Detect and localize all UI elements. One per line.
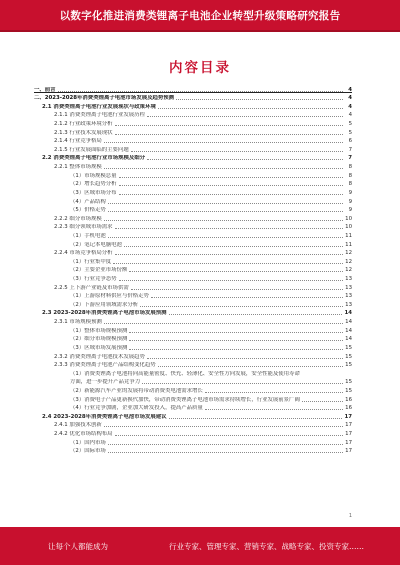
toc-entry-label: （1）国内市场 bbox=[70, 439, 106, 446]
toc-entry[interactable] bbox=[34, 101, 352, 110]
dot-leader bbox=[104, 323, 343, 324]
dot-leader bbox=[104, 426, 343, 427]
toc-entry-label: （1）手机电池 bbox=[70, 232, 106, 239]
dot-leader bbox=[302, 401, 343, 402]
toc-entry[interactable] bbox=[34, 93, 352, 102]
toc-entry-label: 2.2.2 细分市场规模 bbox=[54, 215, 102, 222]
toc-entry-label: 2.3.2 消费类锂离子电池技术发展趋势 bbox=[54, 353, 145, 360]
toc-heading: 内容目录 bbox=[169, 60, 231, 76]
toc-entry-label: （2）细分市场规模预测 bbox=[70, 336, 128, 343]
toc-entry-label: 2.1.5 行业发展面临的主要问题 bbox=[54, 146, 129, 153]
toc-entry-page: 15 bbox=[345, 353, 352, 360]
toc-entry-label: （2）笔记本电脑电池 bbox=[70, 241, 122, 248]
toc-entry-page: 8 bbox=[348, 181, 352, 188]
toc-entry-page: 9 bbox=[348, 207, 352, 214]
toc-entry-page: 17 bbox=[345, 448, 352, 455]
toc-entry[interactable] bbox=[34, 299, 352, 308]
toc-entry-label: 2.4.2 优化市场结构布局 bbox=[54, 430, 113, 437]
toc-entry[interactable] bbox=[34, 428, 352, 437]
dot-leader bbox=[205, 392, 343, 393]
toc-entry[interactable] bbox=[34, 360, 352, 369]
toc-entry-page: 10 bbox=[345, 224, 352, 231]
dot-leader bbox=[113, 263, 343, 264]
toc-entry-page: 7 bbox=[348, 146, 352, 153]
dot-leader bbox=[108, 203, 343, 204]
toc-entry-page: 14 bbox=[345, 327, 352, 334]
toc-entry-label: （1）市场规模总量 bbox=[70, 172, 117, 179]
toc-entry[interactable] bbox=[34, 308, 352, 317]
toc-entry-page: 5 bbox=[348, 129, 352, 136]
dot-leader bbox=[129, 271, 343, 272]
dot-leader bbox=[169, 314, 343, 315]
dot-leader bbox=[151, 297, 343, 298]
toc-entry-page: 10 bbox=[345, 215, 352, 222]
toc-entry-page: 12 bbox=[345, 267, 352, 274]
dot-leader bbox=[129, 332, 343, 333]
toc-entry-label: 2.2.5 上下游产业链及市场供需 bbox=[54, 284, 129, 291]
toc-entry-page: 15 bbox=[345, 344, 352, 351]
toc-entry[interactable] bbox=[34, 239, 352, 248]
dot-leader bbox=[119, 280, 343, 281]
dot-leader bbox=[115, 228, 343, 229]
toc-entry[interactable] bbox=[34, 273, 352, 282]
toc-entry-page: 13 bbox=[345, 276, 352, 283]
toc-entry-page: 13 bbox=[345, 293, 352, 300]
footer-tagline: 行业专家、管理专家、营销专家、战略专家、投资专家…… bbox=[169, 541, 364, 551]
toc-entry-page: 15 bbox=[345, 387, 352, 394]
toc-entry-label: 一、前言 bbox=[34, 86, 56, 93]
toc-entry-label: （1）上游原材料供应与价格走势 bbox=[70, 293, 149, 300]
dot-leader bbox=[119, 194, 343, 195]
toc-entry-label: 2.2.4 市场竞争格局分析 bbox=[54, 250, 113, 257]
toc-entry-page: 8 bbox=[348, 172, 352, 179]
toc-entry-label: （5）价格走势 bbox=[70, 207, 106, 214]
dot-leader bbox=[147, 358, 343, 359]
dot-leader bbox=[124, 246, 343, 247]
toc-entry-label: 2.2.1 整体市场规模 bbox=[54, 164, 102, 171]
dot-leader bbox=[158, 366, 343, 367]
toc-entry[interactable] bbox=[34, 153, 352, 162]
toc-entry[interactable] bbox=[34, 420, 352, 429]
dot-leader bbox=[108, 452, 343, 453]
toc-entry-label: （2）增长趋势分析 bbox=[70, 181, 117, 188]
toc-entry[interactable] bbox=[34, 411, 352, 420]
toc-entry-page: 4 bbox=[348, 86, 352, 93]
toc-entry[interactable] bbox=[34, 256, 352, 265]
toc-entry-label: （3）行业竞争态势 bbox=[70, 276, 117, 283]
toc-entry-label: （2）下游应用领域需求分析 bbox=[70, 301, 139, 308]
toc-entry[interactable] bbox=[34, 161, 352, 170]
toc-entry[interactable] bbox=[34, 334, 352, 343]
toc-entry-label: （2）新能源汽车产业的发展将带动消费类电池需求增长 bbox=[70, 387, 203, 394]
toc-entry-page: 9 bbox=[348, 198, 352, 205]
toc-entry-label: 2.4 2023-2028年消费类锂离子电池市场发展建议 bbox=[42, 413, 167, 420]
toc-entry-label: 2.3.1 市场规模预测 bbox=[54, 319, 102, 326]
dot-leader bbox=[176, 99, 343, 100]
toc-entry-page: 14 bbox=[345, 336, 352, 343]
toc-entry-page: 8 bbox=[348, 164, 352, 171]
report-title: 以数字化推进消费类锂离子电池企业转型升级策略研究报告 bbox=[59, 9, 341, 22]
toc-entry[interactable] bbox=[34, 446, 352, 455]
footer-banner bbox=[0, 527, 400, 565]
toc-entry[interactable] bbox=[34, 136, 352, 145]
toc-entry[interactable] bbox=[34, 265, 352, 274]
toc-entry[interactable] bbox=[34, 385, 352, 394]
toc-entry[interactable] bbox=[34, 248, 352, 257]
page-number: 1 bbox=[348, 513, 352, 519]
dot-leader bbox=[115, 125, 343, 126]
toc-entry[interactable] bbox=[34, 291, 352, 300]
toc-entry-label: （3）消费电子产品更新换代加快，带动消费类锂离子电池市场需求持续增长，行业发展前景广阔 bbox=[70, 396, 300, 403]
toc-entry-page: 4 bbox=[348, 95, 352, 102]
toc-entry-label: （3）区域市场发展预测 bbox=[70, 344, 128, 351]
toc-entry-page: 15 bbox=[345, 379, 352, 386]
toc-entry-page: 17 bbox=[345, 430, 352, 437]
toc-entry[interactable] bbox=[34, 325, 352, 334]
toc-entry[interactable] bbox=[34, 351, 352, 360]
toc-entry-page: 16 bbox=[345, 405, 352, 412]
toc-entry-label: （3）区域市场分布 bbox=[70, 189, 117, 196]
toc-entry[interactable] bbox=[34, 118, 352, 127]
toc-entry-label: 2.4.1 加强技术创新 bbox=[54, 422, 102, 429]
dot-leader bbox=[169, 418, 343, 419]
header-banner bbox=[0, 0, 400, 32]
toc-entry-label: （4）行业竞争加剧，企业加大研发投入，提高产品质量 bbox=[70, 405, 203, 412]
toc-entry[interactable] bbox=[34, 377, 352, 386]
dot-leader bbox=[104, 220, 343, 221]
dot-leader bbox=[108, 444, 343, 445]
toc-entry-label: （1）行业集中度 bbox=[70, 258, 112, 265]
dot-leader bbox=[104, 168, 343, 169]
toc-entry[interactable] bbox=[34, 213, 352, 222]
footer-slogan: 让每个人都能成为 bbox=[48, 541, 108, 551]
toc-entry[interactable] bbox=[34, 342, 352, 351]
toc-entry[interactable] bbox=[34, 230, 352, 239]
toc-entry-page: 13 bbox=[345, 284, 352, 291]
toc-entry-page: 7 bbox=[348, 155, 352, 162]
toc-entry[interactable] bbox=[34, 110, 352, 119]
toc-entry[interactable] bbox=[34, 179, 352, 188]
toc-entry-page: 14 bbox=[345, 319, 352, 326]
toc-entry-page: 17 bbox=[344, 413, 352, 420]
toc-entry[interactable] bbox=[34, 144, 352, 153]
toc-entry-page: 6 bbox=[348, 138, 352, 145]
dot-leader bbox=[205, 409, 343, 410]
toc-entry-page: 11 bbox=[345, 232, 352, 239]
toc-entry-label: 2.1.2 行业政策环境分析 bbox=[54, 121, 113, 128]
toc-entry-label: （1）消费类锂离子电池将向高能量密度、快充、轻薄化、安全性方向发展，安全性能及使用寿命 bbox=[70, 370, 300, 377]
dot-leader bbox=[58, 91, 343, 92]
dot-leader bbox=[140, 306, 343, 307]
toc-entry-page: 5 bbox=[348, 121, 352, 128]
toc-entry[interactable] bbox=[34, 84, 352, 93]
toc-entry-page: 13 bbox=[345, 301, 352, 308]
toc-entry-label: 2.1 消费类锂离子电池行业发展现状与政策环境 bbox=[42, 103, 156, 110]
toc-entry[interactable] bbox=[34, 394, 352, 403]
toc-entry-label: （1）整体市场规模预测 bbox=[70, 327, 128, 334]
dot-leader bbox=[129, 349, 343, 350]
dot-leader bbox=[147, 116, 343, 117]
toc-entry-page: 17 bbox=[345, 439, 352, 446]
toc-entry-label: （2）主要企业市场份额 bbox=[70, 267, 128, 274]
dot-leader bbox=[115, 254, 343, 255]
toc-entry-page: 17 bbox=[345, 422, 352, 429]
toc-entry-label: 二、2023-2028年消费类锂离子电池市场发展及趋势预测 bbox=[34, 95, 175, 102]
toc-entry[interactable] bbox=[34, 205, 352, 214]
dot-leader bbox=[119, 185, 343, 186]
toc-entry[interactable] bbox=[34, 282, 352, 291]
toc-entry-label: 2.1.3 行业技术发展现状 bbox=[54, 129, 113, 136]
toc-entry-label: 2.1.4 行业竞争格局 bbox=[54, 138, 102, 145]
dot-leader bbox=[131, 289, 343, 290]
toc-entry-label: （4）产品结构 bbox=[70, 198, 106, 205]
dot-leader bbox=[158, 108, 343, 109]
table-of-contents bbox=[34, 84, 352, 454]
toc-entry-page: 4 bbox=[348, 112, 352, 119]
toc-entry[interactable] bbox=[34, 403, 352, 412]
toc-entry-label: 2.3 2023-2028年消费类锂离子电池市场发展预测 bbox=[42, 310, 167, 317]
toc-entry[interactable] bbox=[34, 170, 352, 179]
dot-leader bbox=[147, 159, 343, 160]
toc-entry-page: 12 bbox=[345, 258, 352, 265]
toc-entry-page: 15 bbox=[345, 362, 352, 369]
toc-entry[interactable] bbox=[34, 437, 352, 446]
toc-entry-page: 16 bbox=[345, 396, 352, 403]
dot-leader bbox=[115, 134, 343, 135]
toc-entry[interactable] bbox=[34, 187, 352, 196]
toc-entry[interactable] bbox=[34, 196, 352, 205]
toc-entry-label: 2.2 消费类锂离子电池行业市场规模及细分 bbox=[42, 155, 146, 162]
toc-entry-label: 2.1.1 消费类锂离子电池行业发展历程 bbox=[54, 112, 145, 119]
dot-leader bbox=[108, 211, 343, 212]
dot-leader bbox=[104, 142, 343, 143]
toc-entry-page: 4 bbox=[348, 103, 352, 110]
toc-entry-page: 9 bbox=[348, 189, 352, 196]
toc-entry[interactable] bbox=[34, 222, 352, 231]
dot-leader bbox=[119, 177, 343, 178]
toc-entry-page: 11 bbox=[345, 241, 352, 248]
toc-entry-page: 14 bbox=[344, 310, 352, 317]
toc-entry-label: 2.3.3 消费类锂离子电池产品结构变化趋势 bbox=[54, 362, 156, 369]
dot-leader bbox=[131, 151, 343, 152]
toc-entry[interactable] bbox=[34, 368, 352, 377]
toc-entry-page: 12 bbox=[345, 250, 352, 257]
dot-leader bbox=[129, 340, 343, 341]
toc-entry[interactable] bbox=[34, 316, 352, 325]
dot-leader bbox=[142, 383, 343, 384]
toc-entry[interactable] bbox=[34, 127, 352, 136]
dot-leader bbox=[108, 237, 343, 238]
toc-entry-label: 方面，进一步提升产品竞争力 bbox=[70, 379, 141, 386]
toc-entry-label: （2）国际市场 bbox=[70, 448, 106, 455]
dot-leader bbox=[115, 435, 343, 436]
toc-entry-label: 2.2.3 细分领域市场需求 bbox=[54, 224, 113, 231]
